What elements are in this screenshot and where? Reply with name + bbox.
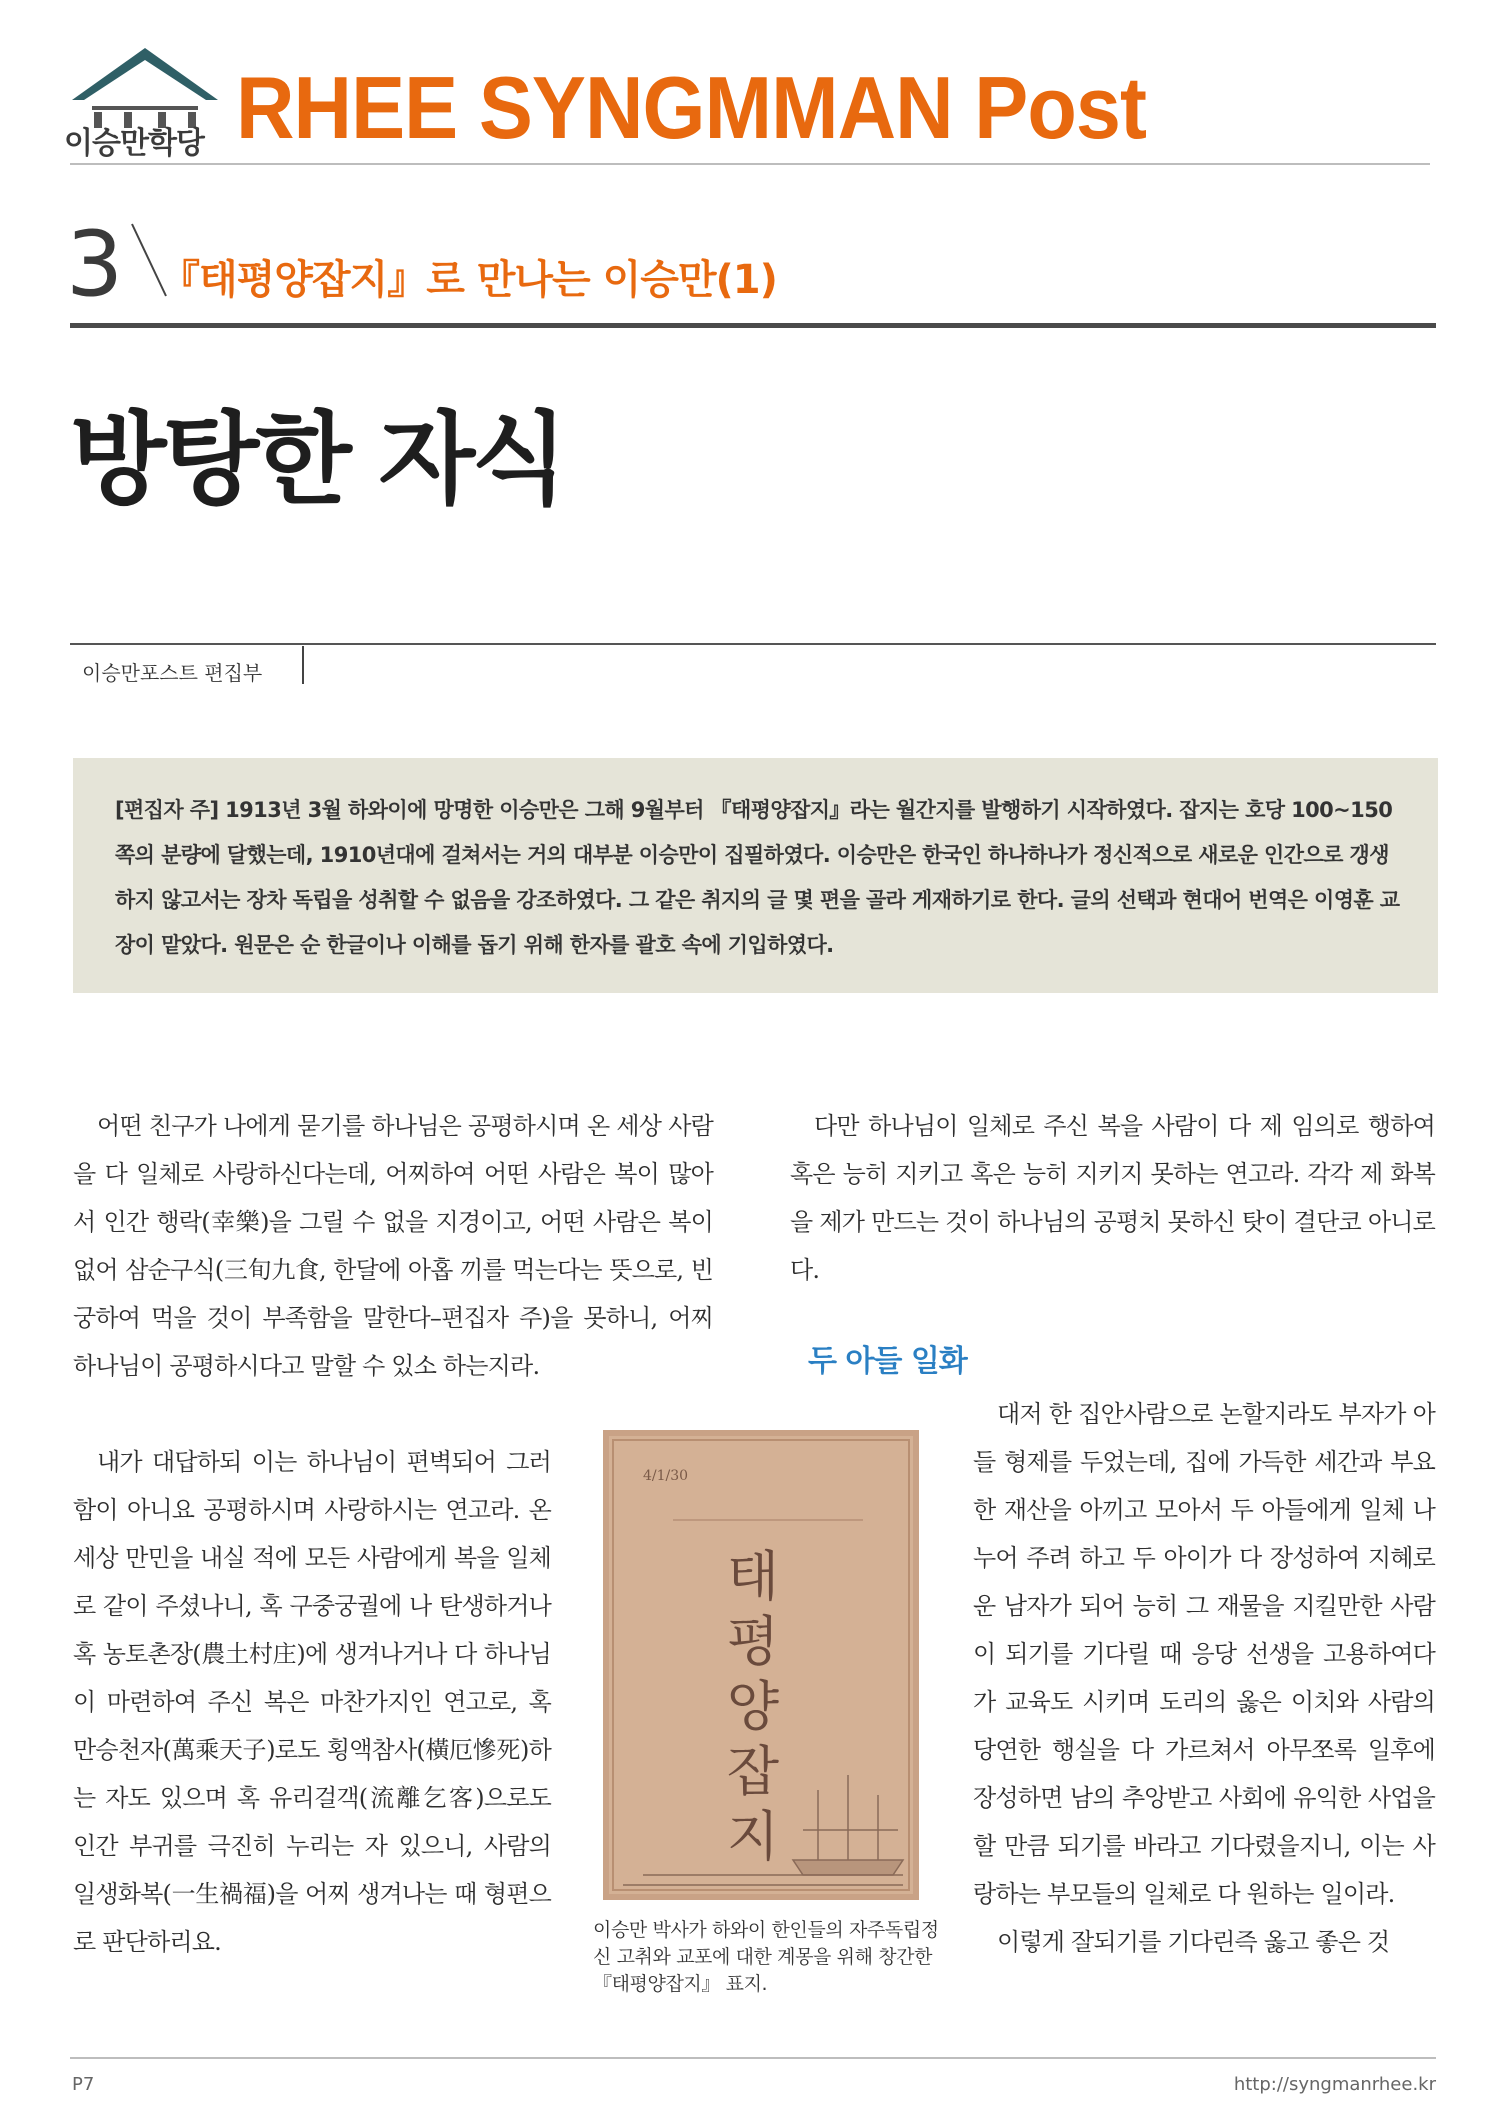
footer-divider — [70, 2057, 1436, 2059]
section-number: 3 — [66, 212, 124, 317]
section-divider — [70, 323, 1436, 328]
column-2-top — [790, 1102, 1435, 1294]
byline: 이승만포스트 편집부 — [82, 661, 263, 685]
column-3 — [973, 1390, 1435, 1966]
cover-char: 잡 — [726, 1740, 780, 1803]
column-1-top — [73, 1102, 713, 1390]
cover-title-group — [727, 1545, 779, 1868]
article-title: 방탕한 자식 — [70, 401, 564, 518]
editor-note: [편집자 주] 1913년 3월 하와이에 망명한 이승만은 그해 9월부터 『태평양잡지』라는 월간지를 발행하기 시작하였다. 잡지는 호당 100~150쪽의 분량에 달했는데, 1910년대에 걸쳐서는 거의 대부분 이승만이 집필하였다. 이승만은 한국인 하나하나가 정신적으로 새로운 인간으로 갱생하지 않고서는 장차 독립을 성취할 수 없음을 강조하였다. 그 같은 취지의 글 몇 편을 골라 게재하기로 한다. 글의 선택과 현대어 번역은 이영훈 교장이 맡았다. 원문은 순 한글이나 이해를 돕기 위해 한자를 괄호 속에 기입하였다. — [115, 798, 1400, 957]
cover-char: 평 — [726, 1610, 780, 1673]
logo-text: 이승만학당 — [64, 126, 204, 161]
byline-divider — [70, 643, 1436, 645]
subheading: 두 아들 일화 — [808, 1344, 967, 1379]
paragraph: 이렇게 잘되기를 기다린즉 옳고 좋은 것 — [997, 1928, 1390, 1956]
section-title: 『태평양잡지』로 만나는 이승만(1) — [160, 257, 777, 303]
cover-char: 양 — [726, 1675, 780, 1738]
page-number: P7 — [72, 2074, 95, 2095]
website-url[interactable]: http://syngmanrhee.kr — [1233, 2074, 1436, 2095]
column-1-bottom — [73, 1438, 551, 1966]
paragraph: 어떤 친구가 나에게 묻기를 하나님은 공평하시며 온 세상 사람을 다 일체로 사랑하신다는데, 어찌하여 어떤 사람은 복이 많아서 인간 행락(幸樂)을 그릴 수 없을 지경이고, 어떤 사람은 복이 없어 삼순구식(三旬九食, 한달에 아홉 끼를 먹는다는 뜻으로, 빈궁하여 먹을 것이 부족함을 말한다–편집자 주)을 못하니, 어찌 하나님이 공평하시다고 말할 수 있소 하는지라. — [73, 1112, 713, 1380]
header-divider — [70, 163, 1430, 165]
paragraph: 다만 하나님이 일체로 주신 복을 사람이 다 제 임의로 행하여 혹은 능히 지키고 혹은 능히 지키지 못하는 연고라. 각각 제 화복을 제가 만드는 것이 하나님의 공평치 못하신 탓이 결단코 아니로다. — [790, 1112, 1435, 1284]
byline-bar — [302, 646, 304, 684]
paragraph: 대저 한 집안사람으로 논할지라도 부자가 아들 형제를 두었는데, 집에 가득한 세간과 부요한 재산을 아끼고 모아서 두 아들에게 일체 나누어 주려 하고 두 아이가 다 장성하여 지혜로운 남자가 되어 능히 그 재물을 지킬만한 사람이 되기를 기다릴 때 응당 선생을 고용하여다가 교육도 시키며 도리의 옳은 이치와 사람의 당연한 행실을 다 가르쳐서 아무쪼록 일후에 장성하면 남의 추앙받고 사회에 유익한 사업을 할 만큼 되기를 바라고 기다렸을지니, 이는 사랑하는 부모들의 일체로 다 원하는 일이라. — [973, 1400, 1435, 1908]
cover-char: 지 — [726, 1805, 780, 1868]
figure-caption: 이승만 박사가 하와이 한인들의 자주독립정신 고취와 교포에 대한 계몽을 위해 창간한 『태평양잡지』 표지. — [593, 1919, 939, 1995]
editor-note-box — [73, 758, 1438, 993]
magazine-cover-image — [603, 1430, 919, 1900]
paragraph: 내가 대답하되 이는 하나님이 편벽되어 그러함이 아니요 공평하시며 사랑하시는 연고라. 온 세상 만민을 내실 적에 모든 사람에게 복을 일체로 같이 주셨나니, 혹 구중궁궐에 나 탄생하거나 혹 농토촌장(農土村庄)에 생겨나거나 다 하나님이 마련하여 주신 복은 마찬가지인 연고로, 혹 만승천자(萬乘天子)로도 횡액참사(橫厄慘死)하는 자도 있으며 혹 유리걸객(流離乞客)으로도 인간 부귀를 극진히 누리는 자 있으니, 사람의 일생화복(一生禍福)을 어찌 생겨나는 때 형편으로 판단하리요. — [73, 1448, 551, 1956]
masthead-title: RHEE SYNGMMAN Post — [236, 58, 1147, 157]
cover-char: 태 — [726, 1545, 780, 1608]
cover-handwritten-mark: 4/1/30 — [643, 1468, 689, 1484]
